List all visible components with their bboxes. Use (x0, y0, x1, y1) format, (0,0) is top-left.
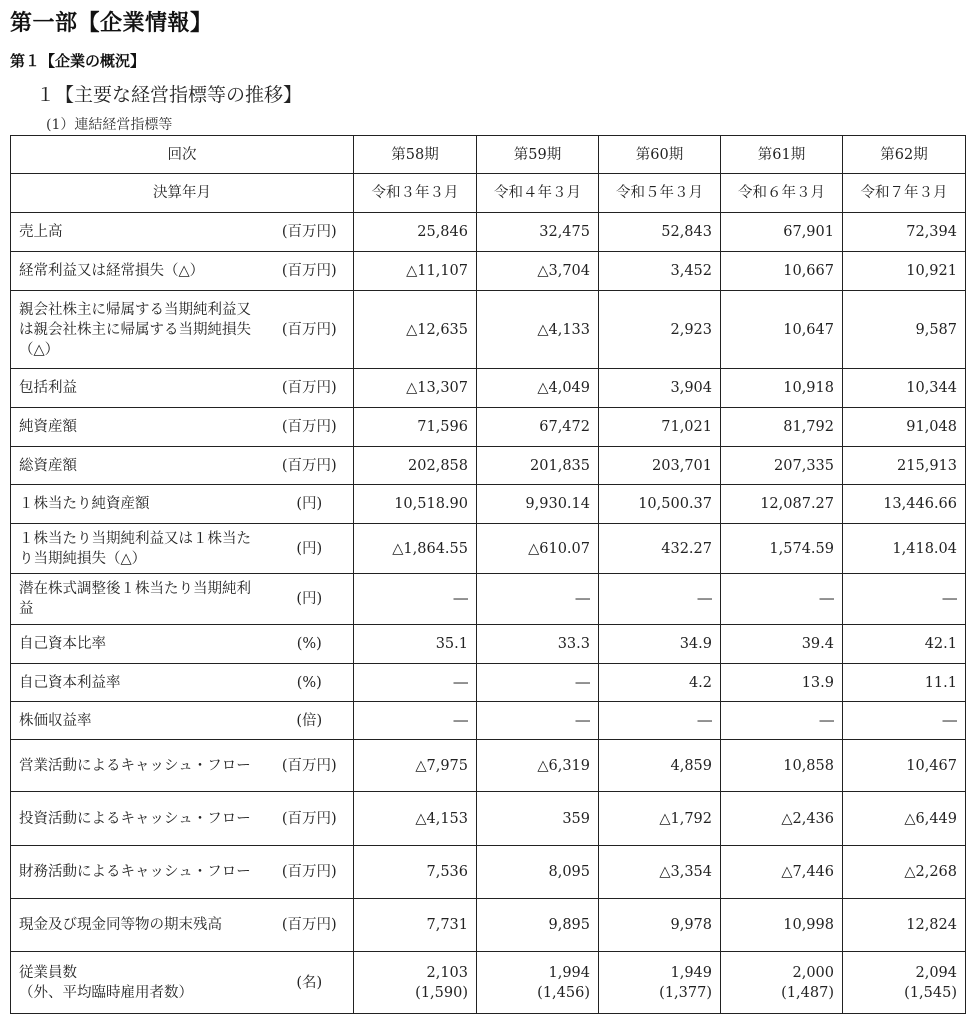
cell-value: 13,446.66 (843, 485, 966, 524)
row-label: 株価収益率 (11, 702, 266, 740)
cell-value: ― (721, 574, 843, 625)
temp-employee-count: (1,377) (659, 984, 712, 1001)
table-row (11, 485, 966, 524)
row-label: 自己資本比率 (11, 625, 266, 664)
table-row (11, 447, 966, 485)
cell-value: 2,923 (599, 291, 721, 369)
table-row (11, 846, 966, 899)
cell-value: ― (354, 574, 477, 625)
row-label: 親会社株主に帰属する当期純利益又は親会社株主に帰属する当期純損失（△） (11, 291, 266, 369)
row-label: 財務活動によるキャッシュ・フロー (11, 846, 266, 899)
row-label: 現金及び現金同等物の期末残高 (11, 899, 266, 952)
cell-value: ― (477, 664, 599, 702)
row-label: 潜在株式調整後１株当たり当期純利益 (11, 574, 266, 625)
cell-value: ― (477, 574, 599, 625)
cell-value: 9,895 (477, 899, 599, 952)
employees-sublabel: （外、平均臨時雇用者数） (19, 984, 193, 1001)
cell-value: △4,153 (354, 792, 477, 846)
cell-value: 10,518.90 (354, 485, 477, 524)
table-row (11, 252, 966, 291)
section-heading: １【主要な経営指標等の推移】 (36, 84, 303, 106)
cell-value: 67,472 (477, 408, 599, 447)
cell-value: △2,436 (721, 792, 843, 846)
row-label: 投資活動によるキャッシュ・フロー (11, 792, 266, 846)
cell-value: 1,418.04 (843, 524, 966, 574)
cell-value: 8,095 (477, 846, 599, 899)
cell-value: 10,500.37 (599, 485, 721, 524)
cell-value: ― (477, 702, 599, 740)
period-header-row (11, 136, 966, 174)
cell-value: 33.3 (477, 625, 599, 664)
fiscal-date: 令和３年３月 (354, 174, 477, 213)
row-unit: (百万円) (266, 252, 354, 291)
row-unit: (百万円) (266, 213, 354, 252)
row-label: 経常利益又は経常損失（△） (11, 252, 266, 291)
cell-value: △1,864.55 (354, 524, 477, 574)
period-header: 第61期 (721, 136, 843, 174)
table-row (11, 740, 966, 792)
cell-value: 42.1 (843, 625, 966, 664)
cell-value: 11.1 (843, 664, 966, 702)
cell-value: △3,354 (599, 846, 721, 899)
cell-value: 71,021 (599, 408, 721, 447)
temp-employee-count: (1,487) (781, 984, 834, 1001)
cell-value: 67,901 (721, 213, 843, 252)
cell-value: △3,704 (477, 252, 599, 291)
table-row (11, 574, 966, 625)
cell-value: ― (599, 702, 721, 740)
period-header: 第60期 (599, 136, 721, 174)
employee-count: 2,103 (426, 964, 468, 981)
employees-row (11, 952, 966, 1014)
fiscal-date: 令和６年３月 (721, 174, 843, 213)
period-header: 第62期 (843, 136, 966, 174)
table-row (11, 213, 966, 252)
cell-value: 35.1 (354, 625, 477, 664)
row-unit: (百万円) (266, 447, 354, 485)
table-row (11, 524, 966, 574)
cell-value: △4,049 (477, 369, 599, 408)
cell-value: ― (843, 574, 966, 625)
row-unit: (名) (266, 952, 354, 1014)
employee-count: 2,094 (915, 964, 957, 981)
subsection-heading: (1）連結経営指標等 (46, 117, 173, 133)
cell-value: 432.27 (599, 524, 721, 574)
chapter-heading: 第１【企業の概況】 (10, 52, 146, 70)
fiscal-date: 令和４年３月 (477, 174, 599, 213)
temp-employee-count: (1,590) (415, 984, 468, 1001)
row-unit: (百万円) (266, 846, 354, 899)
cell-value: 10,921 (843, 252, 966, 291)
row-unit: (%) (266, 664, 354, 702)
cell-value: △7,975 (354, 740, 477, 792)
cell-value (599, 952, 721, 1014)
cell-value: △13,307 (354, 369, 477, 408)
row-label: 包括利益 (11, 369, 266, 408)
cell-value: ― (721, 702, 843, 740)
table-row (11, 702, 966, 740)
cell-value (721, 952, 843, 1014)
cell-value: 7,731 (354, 899, 477, 952)
cell-value: △6,449 (843, 792, 966, 846)
temp-employee-count: (1,456) (537, 984, 590, 1001)
cell-value: ― (354, 702, 477, 740)
consolidated-metrics-table (10, 135, 966, 1014)
cell-value: 10,998 (721, 899, 843, 952)
fiscal-date-label: 決算年月 (11, 174, 354, 213)
cell-value: 39.4 (721, 625, 843, 664)
employee-count: 1,994 (548, 964, 590, 981)
cell-value: 13.9 (721, 664, 843, 702)
table-row (11, 792, 966, 846)
row-unit: (百万円) (266, 291, 354, 369)
cell-value: ― (843, 702, 966, 740)
part-heading: 第一部【企業情報】 (10, 11, 213, 36)
fiscal-date: 令和７年３月 (843, 174, 966, 213)
cell-value: ― (599, 574, 721, 625)
row-unit: (倍) (266, 702, 354, 740)
cell-value: 359 (477, 792, 599, 846)
fiscal-date: 令和５年３月 (599, 174, 721, 213)
row-unit: (円) (266, 574, 354, 625)
row-unit: (%) (266, 625, 354, 664)
employee-count: 1,949 (670, 964, 712, 981)
cell-value: 10,344 (843, 369, 966, 408)
period-header: 第59期 (477, 136, 599, 174)
cell-value: 9,978 (599, 899, 721, 952)
row-unit: (百万円) (266, 740, 354, 792)
cell-value: △2,268 (843, 846, 966, 899)
cell-value (843, 952, 966, 1014)
cell-value (477, 952, 599, 1014)
row-label (11, 952, 266, 1014)
cell-value: ― (354, 664, 477, 702)
cell-value: 10,647 (721, 291, 843, 369)
cell-value: 81,792 (721, 408, 843, 447)
row-label: １株当たり純資産額 (11, 485, 266, 524)
cell-value: 202,858 (354, 447, 477, 485)
cell-value: △12,635 (354, 291, 477, 369)
cell-value: 12,087.27 (721, 485, 843, 524)
table-row (11, 899, 966, 952)
fiscal-date-row (11, 174, 966, 213)
cell-value: △11,107 (354, 252, 477, 291)
row-label: １株当たり当期純利益又は１株当たり当期純損失（△） (11, 524, 266, 574)
cell-value: 25,846 (354, 213, 477, 252)
cell-value: △1,792 (599, 792, 721, 846)
row-label: 売上高 (11, 213, 266, 252)
row-unit: (百万円) (266, 369, 354, 408)
table-row (11, 291, 966, 369)
cell-value: △4,133 (477, 291, 599, 369)
temp-employee-count: (1,545) (904, 984, 957, 1001)
row-label: 純資産額 (11, 408, 266, 447)
cell-value: 7,536 (354, 846, 477, 899)
cell-value: 10,858 (721, 740, 843, 792)
row-label: 営業活動によるキャッシュ・フロー (11, 740, 266, 792)
cell-value: 32,475 (477, 213, 599, 252)
cell-value (354, 952, 477, 1014)
cell-value: 10,918 (721, 369, 843, 408)
table-row (11, 369, 966, 408)
table-row (11, 625, 966, 664)
table-row (11, 664, 966, 702)
cell-value: 9,587 (843, 291, 966, 369)
cell-value: 4.2 (599, 664, 721, 702)
row-label: 自己資本利益率 (11, 664, 266, 702)
cell-value: 91,048 (843, 408, 966, 447)
period-header: 第58期 (354, 136, 477, 174)
cell-value: 72,394 (843, 213, 966, 252)
cell-value: 203,701 (599, 447, 721, 485)
row-unit: (百万円) (266, 792, 354, 846)
cell-value: 10,667 (721, 252, 843, 291)
cell-value: △7,446 (721, 846, 843, 899)
cell-value: 3,904 (599, 369, 721, 408)
cell-value: △610.07 (477, 524, 599, 574)
cell-value: 12,824 (843, 899, 966, 952)
cell-value: 215,913 (843, 447, 966, 485)
row-label: 総資産額 (11, 447, 266, 485)
cell-value: 34.9 (599, 625, 721, 664)
cell-value: 3,452 (599, 252, 721, 291)
cell-value: 10,467 (843, 740, 966, 792)
row-unit: (円) (266, 524, 354, 574)
period-header-label: 回次 (11, 136, 354, 174)
row-unit: (百万円) (266, 899, 354, 952)
cell-value: 1,574.59 (721, 524, 843, 574)
cell-value: 71,596 (354, 408, 477, 447)
cell-value: 4,859 (599, 740, 721, 792)
cell-value: △6,319 (477, 740, 599, 792)
row-unit: (円) (266, 485, 354, 524)
cell-value: 52,843 (599, 213, 721, 252)
row-unit: (百万円) (266, 408, 354, 447)
cell-value: 207,335 (721, 447, 843, 485)
employees-label: 従業員数 (19, 964, 77, 981)
cell-value: 9,930.14 (477, 485, 599, 524)
employee-count: 2,000 (792, 964, 834, 981)
table-row (11, 408, 966, 447)
cell-value: 201,835 (477, 447, 599, 485)
